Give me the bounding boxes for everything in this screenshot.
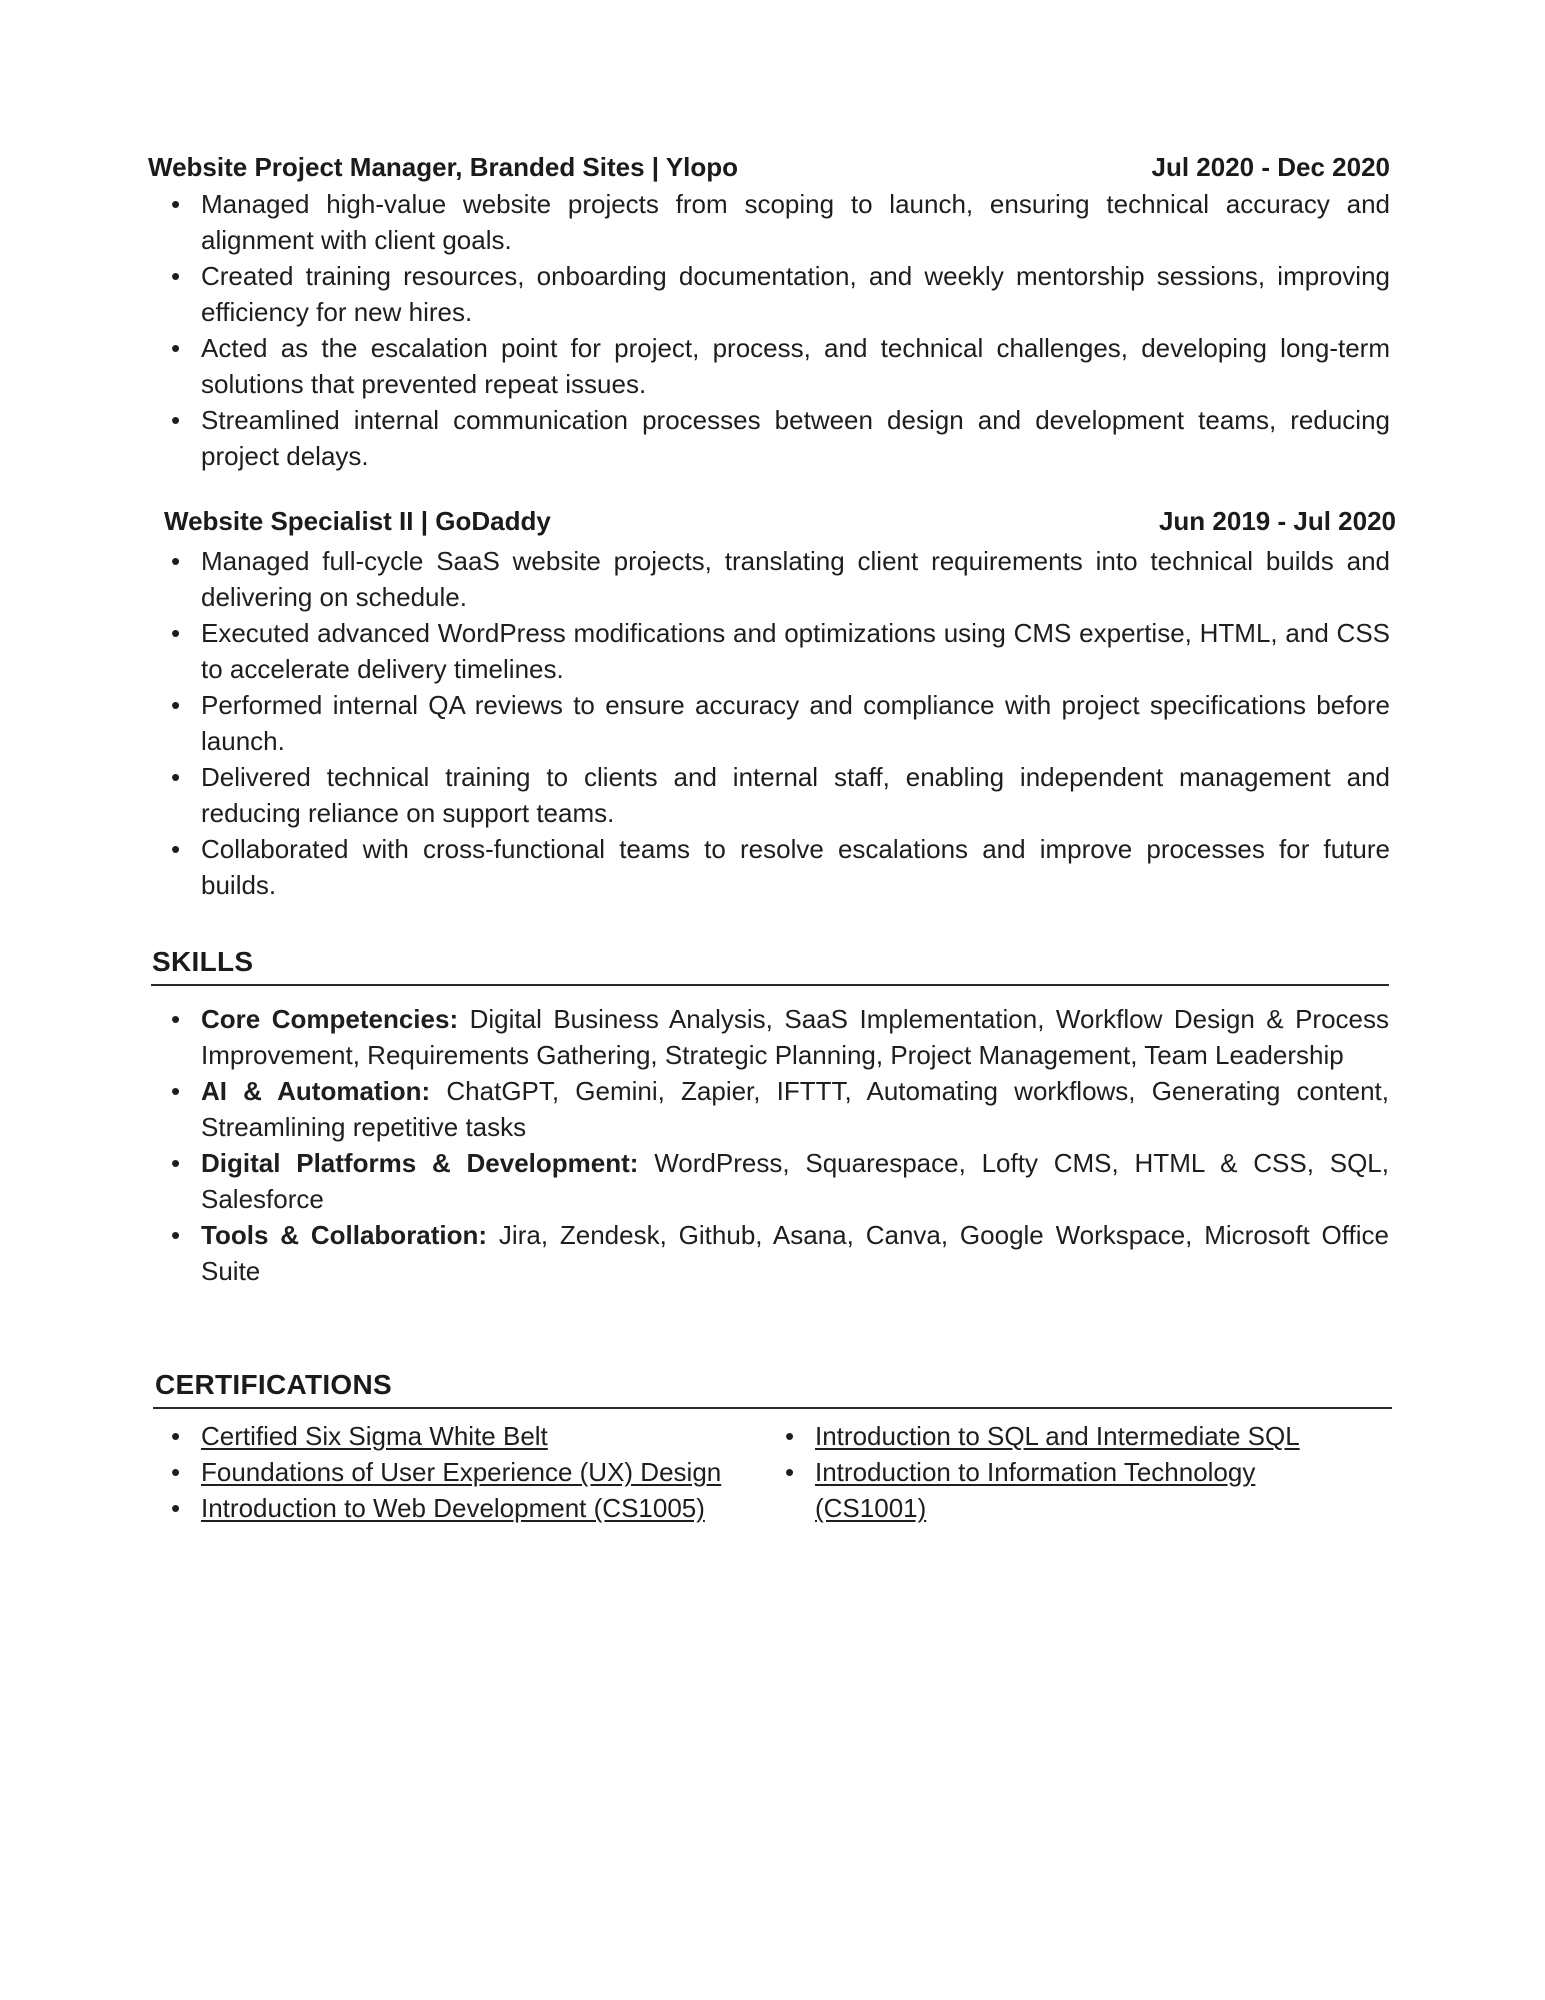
skill-text: Digital Business Analysis, SaaS Implementation, Workflow Design & Process Improvement, Requirements Gathering, Strategic Planning, Project Management, Team Leadership (201, 1004, 1389, 1070)
list-item (201, 1418, 781, 1454)
job-dates-ylopo: Jul 2020 - Dec 2020 (1151, 152, 1390, 182)
skill-label: Core Competencies: (201, 1004, 459, 1034)
skills-heading: SKILLS (152, 946, 254, 977)
skill-text: Jira, Zendesk, Github, Asana, Canva, Google Workspace, Microsoft Office Suite (201, 1220, 1389, 1286)
skill-text: ChatGPT, Gemini, Zapier, IFTTT, Automating workflows, Generating content, Streamlining repetitive tasks (201, 1076, 1390, 1142)
skill-item-ai (201, 1073, 1389, 1145)
skill-item-tools (201, 1217, 1389, 1289)
job-bullets-godaddy (201, 543, 1390, 903)
list-item (201, 1454, 781, 1490)
list-item: • Collaborated with cross-functional teams to resolve escalations and improve processes for future builds. (201, 831, 1390, 903)
list-item: • Managed high-value website projects from scoping to launch, ensuring technical accuracy and alignment with client goals. (201, 186, 1390, 258)
cert-link[interactable]: Introduction to Web Development (CS1005) (201, 1493, 705, 1523)
skill-item-platforms (201, 1145, 1389, 1217)
skills-divider (151, 984, 1389, 986)
job-title-godaddy: Website Specialist II | GoDaddy (164, 506, 551, 536)
cert-link[interactable]: Introduction to Information Technology (CS1001) (815, 1457, 1256, 1523)
certifications-divider (153, 1407, 1392, 1409)
certifications-right (815, 1418, 1335, 1526)
skill-label: Digital Platforms & Development: (201, 1148, 639, 1178)
job-bullets-ylopo (201, 186, 1390, 474)
job-title-ylopo: Website Project Manager, Branded Sites | Ylopo (148, 152, 739, 182)
skill-label: Tools & Collaboration: (201, 1220, 488, 1250)
skills-list (201, 1001, 1389, 1289)
list-item (815, 1454, 1335, 1526)
list-item: • Managed full-cycle SaaS website projects, translating client requirements into technical builds and delivering on schedule. (201, 543, 1390, 615)
list-item (815, 1418, 1335, 1454)
list-item: • Streamlined internal communication processes between design and development teams, reducing project delays. (201, 402, 1390, 474)
skill-item-core (201, 1001, 1389, 1073)
skill-text: WordPress, Squarespace, Lofty CMS, HTML & CSS, SQL, Salesforce (201, 1148, 1389, 1214)
certifications-heading: CERTIFICATIONS (155, 1369, 393, 1400)
list-item: • Performed internal QA reviews to ensure accuracy and compliance with project specifications before launch. (201, 687, 1390, 759)
list-item (201, 1490, 781, 1526)
cert-link[interactable]: Certified Six Sigma White Belt (201, 1421, 548, 1451)
certifications-left (201, 1418, 781, 1526)
job-dates-godaddy: Jun 2019 - Jul 2020 (1158, 506, 1396, 536)
list-item: • Delivered technical training to clients and internal staff, enabling independent management and reducing reliance on support teams. (201, 759, 1390, 831)
skill-label: AI & Automation: (201, 1076, 431, 1106)
list-item: • Executed advanced WordPress modifications and optimizations using CMS expertise, HTML, and CSS to accelerate delivery timelines. (201, 615, 1390, 687)
cert-link[interactable]: Introduction to SQL and Intermediate SQL (815, 1421, 1300, 1451)
cert-link[interactable]: Foundations of User Experience (UX) Design (201, 1457, 722, 1487)
list-item: • Acted as the escalation point for project, process, and technical challenges, developing long-term solutions that prevented repeat issues. (201, 330, 1390, 402)
list-item: • Created training resources, onboarding documentation, and weekly mentorship sessions, improving efficiency for new hires. (201, 258, 1390, 330)
